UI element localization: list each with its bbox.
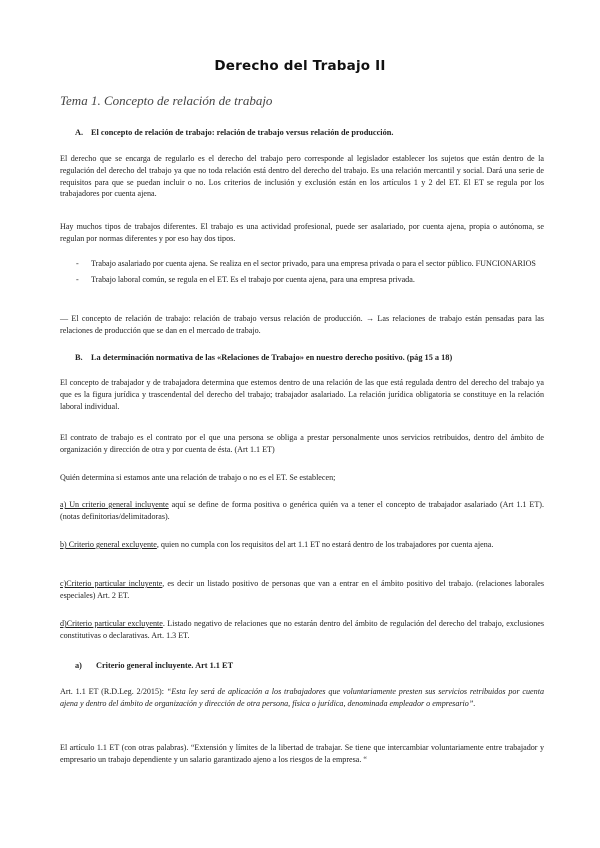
section-b-heading bbox=[75, 352, 545, 364]
document-title: Derecho del Trabajo II bbox=[214, 58, 386, 74]
criterion-b-text: , quien no cumpla con los requisitos del art 1.1 ET no estará dentro de los trabajadores por cuenta ajena. bbox=[156, 540, 494, 549]
criterion-c-label: c)Criterio particular incluyente bbox=[60, 579, 163, 588]
section-a-paragraph-3: — El concepto de relación de trabajo: relación de trabajo versus relación de producción. → Las relaciones de trabajo están pensadas para las relaciones de producción que se dan en el mercado de trabajo. bbox=[60, 314, 544, 335]
section-b-marker: B. bbox=[75, 353, 83, 362]
section-a-paragraph-1: El derecho que se encarga de regularlo es el derecho del trabajo pero corresponde al legislador establecer los sujetos que están dentro de la regulación del derecho del trabajo ya que no toda relación está dentro del derecho del trabajo. Es una relación mercantil y social. Dará una serie de requisitos para que se puedan incluir o no. Los criterios de inclusión y exclusión están en los artículos 1 y 2 del ET. El ET se regula por los trabajadores por cuenta ajena. bbox=[60, 154, 544, 199]
subsection-a-paragraph-1 bbox=[60, 686, 544, 710]
criterion-d-paragraph bbox=[60, 618, 544, 642]
bullet-marker: - bbox=[76, 274, 79, 284]
section-a-title: El concepto de relación de trabajo: relación de trabajo versus relación de producción. bbox=[91, 128, 394, 137]
list-item bbox=[60, 258, 544, 270]
criterion-a-paragraph bbox=[60, 499, 544, 523]
list-item bbox=[60, 274, 544, 286]
article-quote: “Esta ley será de aplicación a los trabajadores que voluntariamente presten sus servicios retribuidos por cuenta ajena y dentro del ámbito de organización y dirección de otra persona, física o jurídica, denominada empleador o empresario”. bbox=[60, 687, 544, 708]
criterion-b-paragraph bbox=[60, 539, 544, 551]
section-b-paragraph-2: El contrato de trabajo es el contrato por el que una persona se obliga a prestar personalmente unos servicios retribuidos, dentro del ámbito de organización y dirección de otra y por cuenta de ésta. (Art 1.1 ET) bbox=[60, 433, 544, 454]
list-item-text: Trabajo asalariado por cuenta ajena. Se realiza en el sector privado, para una empresa privada o para el sector público. FUNCIONARIOS bbox=[91, 259, 536, 268]
bullet-marker: - bbox=[76, 259, 79, 268]
criterion-d-label: d)Criterio particular excluyente bbox=[60, 619, 163, 628]
section-a-bullet-list bbox=[60, 258, 544, 286]
subsection-a-title: Criterio general incluyente. Art 1.1 ET bbox=[96, 661, 234, 670]
criterion-a-text: aquí se define de forma positiva o genérica quién va a tener el concepto de trabajador asalariado (Art 1.1 ET). (notas definitorias/delimitadoras). bbox=[60, 500, 545, 521]
subsection-a-heading bbox=[75, 660, 545, 672]
list-item-text: Trabajo laboral común, se regula en el ET. Es el trabajo por cuenta ajena, para una empresa privada. bbox=[91, 274, 415, 284]
subsection-a-marker: a) bbox=[75, 661, 82, 670]
criterion-c-text: , es decir un listado positivo de personas que van a entrar en el ámbito positivo del trabajo. (relaciones laborales especiales) Art. 2 ET. bbox=[60, 579, 544, 600]
criterion-c-paragraph bbox=[60, 578, 544, 602]
section-a-marker: A. bbox=[75, 128, 84, 137]
criterion-d-text: . Listado negativo de relaciones que no estarán dentro del ámbito de regulación del derecho del trabajo, exclusiones constitutivas o declarativas. Art. 1.3 ET. bbox=[60, 619, 544, 640]
section-b-title: La determinación normativa de las «Relaciones de Trabajo» en nuestro derecho positivo. (pág 15 a 18) bbox=[91, 353, 453, 362]
article-reference: Art. 1.1 ET (R.D.Leg. 2/2015): bbox=[60, 687, 167, 696]
section-b-paragraph-1: El concepto de trabajador y de trabajadora determina que estemos dentro de una relación de las que está regulada dentro del derecho del trabajo ya que es la figura jurídica y trascendental del derecho del trabajo; trabajador asalariado. La relación jurídica obligatoria se constituye en la relación laboral individual. bbox=[60, 378, 544, 411]
section-a-paragraph-2: Hay muchos tipos de trabajos diferentes. El trabajo es una actividad profesional, puede ser asalariado, por cuenta ajena, propia o autónoma, se regulan por normas diferentes y por eso hay dos tipos. bbox=[60, 222, 544, 243]
subsection-a-paragraph-2: El artículo 1.1 ET (con otras palabras). “Extensión y límites de la libertad de trabajar. Se tiene que intercambiar voluntariamente entre trabajador y empresario un trabajo dependiente y un salario garantizado ajeno a los riesgos de la empresa. “ bbox=[60, 743, 544, 764]
topic-heading: Tema 1. Concepto de relación de trabajo bbox=[60, 93, 273, 108]
criterion-a-label: a) Un criterio general incluyente bbox=[60, 500, 169, 509]
section-a-heading bbox=[75, 127, 545, 139]
criterion-b-label: b) Criterio general excluyente bbox=[60, 540, 157, 549]
section-b-paragraph-3: Quién determina si estamos ante una relación de trabajo o no es el ET. Se establecen; bbox=[60, 473, 336, 482]
